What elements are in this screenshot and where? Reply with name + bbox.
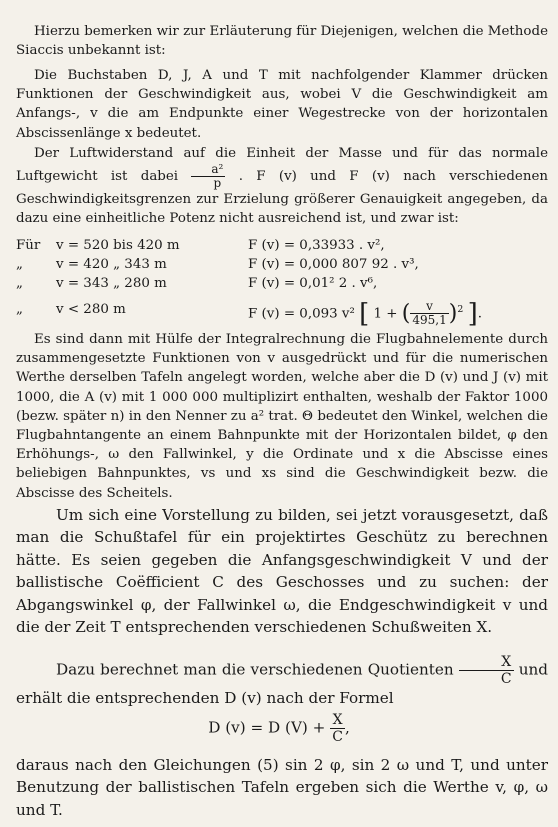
text-para3-a: Der Luftwiderstand auf die Einheit der Masse und für das normale Luftgewicht ist dabei: [16, 146, 548, 185]
fraction-numerator: a²: [191, 163, 225, 177]
table-cell: v = 420 „ 343 m: [56, 257, 167, 272]
fraction-numerator: v: [410, 300, 448, 314]
text-para5: Um sich eine Vorstellung zu bilden, sei jetzt vorausgesetzt, daß man die Schußtafel für ein projektirtes Geschütz zu berechnen hätte. Es seien gegeben die Anfangsgeschwindigkeit V und der ballistische Coëfficient C des Geschosses und zu suchen: der Abgangswinkel φ, der Fallwinkel ω, die Endgeschwindigkeit v und die der Zeit T entsprechenden verschiedenen Schußweiten X.: [16, 506, 548, 637]
table-cell: „: [16, 302, 23, 317]
fraction-x-c: [330, 712, 345, 745]
table-cell: „: [16, 276, 23, 291]
velocity-table: [16, 238, 548, 329]
table-cell: v = 343 „ 280 m: [56, 276, 167, 291]
exponent: 2: [457, 304, 464, 315]
fraction-denominator: p: [213, 176, 222, 191]
fraction-denominator: C: [332, 729, 343, 745]
paren-open: (: [401, 300, 411, 326]
table-cell: v < 280 m: [56, 302, 126, 317]
text-para6-a: Dazu berechnet man die verschiedenen Quotienten: [56, 660, 454, 679]
table-row: [16, 238, 548, 257]
paren-close: ): [448, 300, 458, 326]
text-para1: Hierzu bemerken wir zur Erläuterung für Diejenigen, welchen die Methode Siaccis unbekannt ist:: [16, 24, 548, 59]
table-row: [16, 295, 548, 329]
fraction-numerator: X: [459, 654, 514, 671]
table-cell: F (v) = 0,000 807 92 . v³,: [248, 257, 419, 272]
fraction-numerator: X: [330, 712, 345, 729]
table-cell: v = 520 bis 420 m: [56, 238, 180, 253]
formula-part: D (v) = D (V) +: [208, 718, 326, 737]
table-cell: F (v) = 0,33933 . v²,: [248, 238, 385, 253]
quotient-paragraph: [16, 654, 548, 709]
integral-paragraph: [16, 330, 548, 503]
fraction-v-495: [410, 300, 448, 327]
text-para2: Die Buchstaben D, J, A und T mit nachfolgender Klammer drücken Funktionen der Geschwindigkeit aus, wobei V die Geschwindigkeit am Anfangs-, v die am Endpunkte einer Wegestrecke von der horizontalen Abscissenlänge x bedeutet.: [16, 68, 548, 141]
table-cell: „: [16, 257, 23, 272]
table-cell-formula: [248, 295, 482, 329]
conclusion-paragraph: [16, 754, 548, 821]
table-cell: Für: [16, 238, 41, 253]
table-cell: F (v) = 0,01² 2 . v⁶,: [248, 276, 378, 291]
bracket-open: [: [359, 298, 370, 329]
formula-end: .: [477, 306, 482, 322]
fraction-denominator: 495,1: [412, 313, 447, 328]
fraction-x-c: [459, 654, 514, 687]
intro-paragraph: [16, 22, 548, 60]
fraction-a2-p: [191, 163, 225, 190]
text-para3-b: . F (v) und F (v) nach verschiedenen Geschwindigkeitsgrenzen zur Erzielung größerer Genauigkeit angegeben, da dazu eine einheitliche Potenz nicht ausreichend ist, und zwar ist:: [16, 169, 549, 227]
formula-part: 1 +: [373, 306, 398, 322]
bracket-close: ]: [467, 298, 478, 329]
table-row: [16, 257, 548, 276]
text-para4: Es sind dann mit Hülfe der Integralrechnung die Flugbahnelemente durch zusammengesetzte Funktionen von v ausgedrückt und für die numerischen Werthe derselben Tafeln angelegt worden, welche aber die D (v) und J (v) mit 1000, die A (v) mit 1 000 000 multiplizirt enthalten, weshalb der Faktor 1000 (bezw. später n) in den Nenner zu a² trat. Θ bedeutet den Winkel, welchen die Flugbahntangente an einem Bahnpunkte mit der Horizontalen bildet, φ den Erhöhungs-, ω den Fallwinkel, y die Ordinate und x die Abscisse eines beliebigen Bahnpunktes, vs und xs sind die Geschwindigkeit bezw. die Abscisse des Scheitels.: [16, 332, 548, 501]
table-row: [16, 276, 548, 295]
air-resistance-paragraph: [16, 144, 548, 229]
formula-dv: [0, 712, 558, 745]
fraction-denominator: C: [500, 671, 512, 687]
formula-end: ,: [344, 718, 350, 737]
assumption-paragraph: [16, 504, 548, 638]
text-para7: daraus nach den Gleichungen (5) sin 2 φ, sin 2 ω und T, und unter Benutzung der ballistischen Tafeln ergeben sich die Werthe v, φ, ω und T.: [16, 756, 548, 819]
definition-paragraph: [16, 66, 548, 143]
text-para6-b: und erhält die entsprechenden D (v) nach der Formel: [16, 660, 549, 707]
formula-part: F (v) = 0,093 v²: [248, 306, 355, 322]
